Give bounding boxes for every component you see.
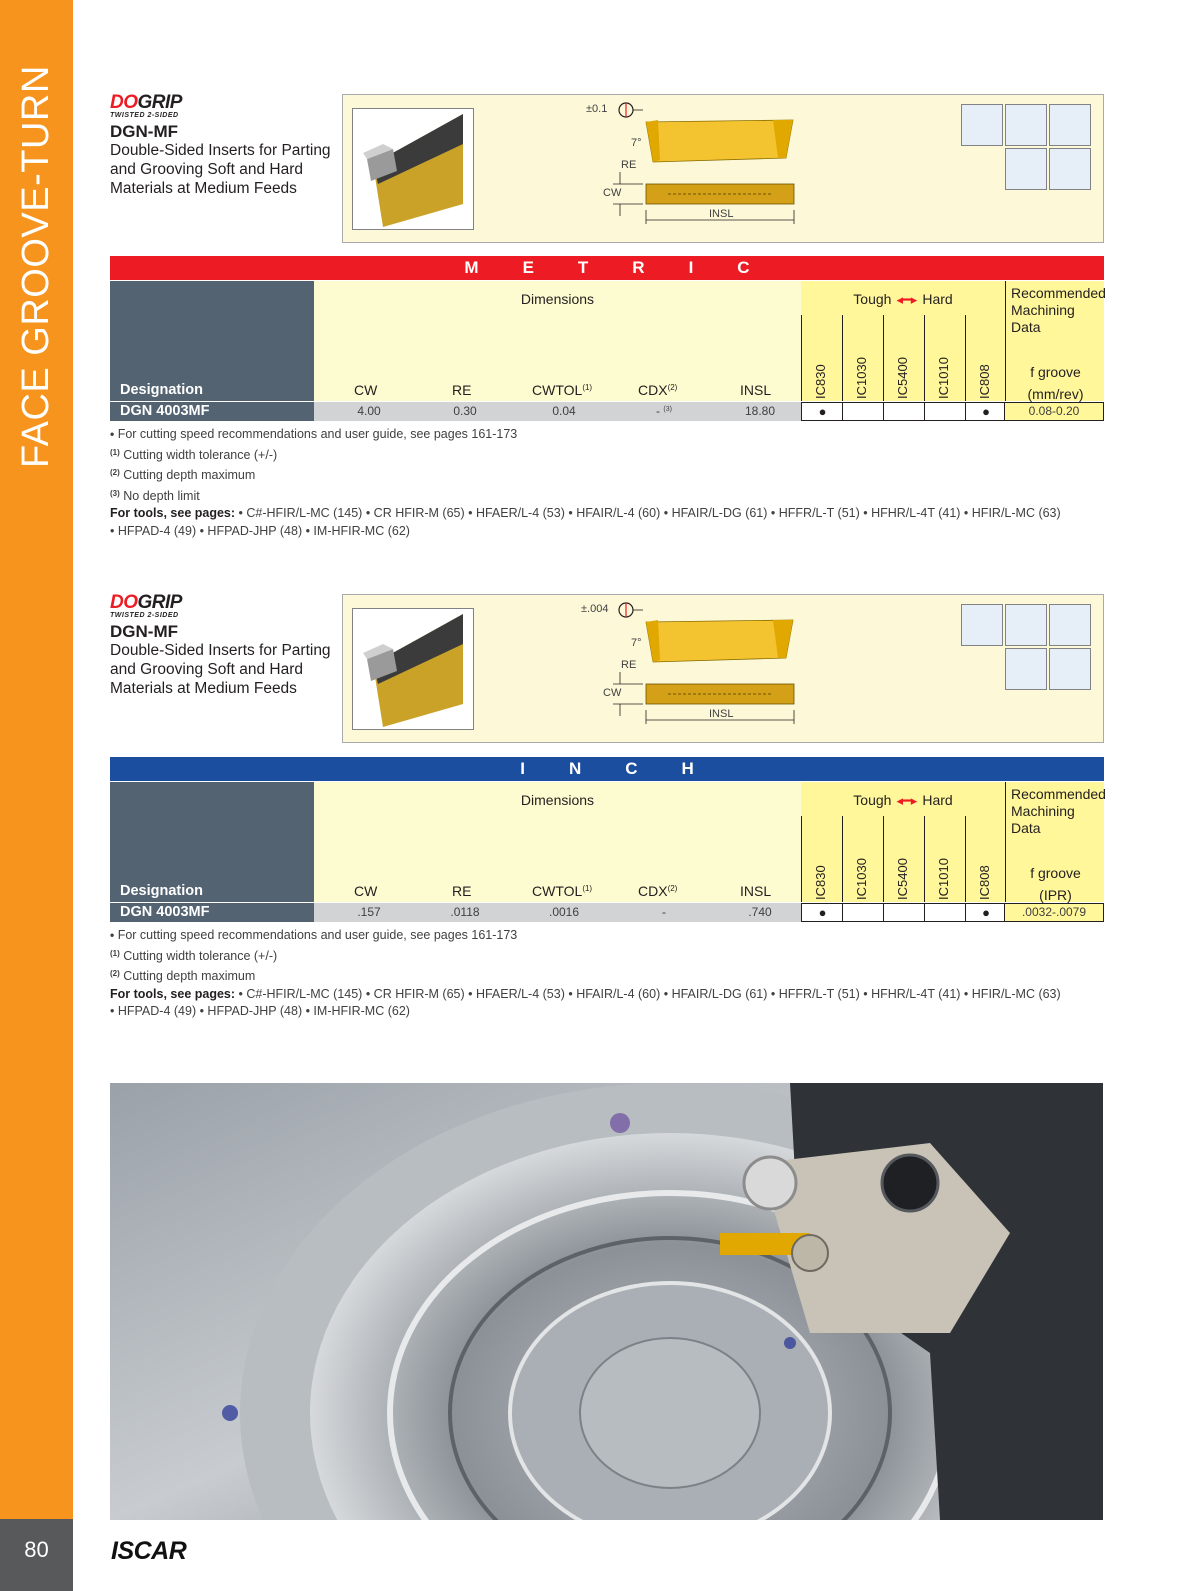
cell-cdx: - $^{(3)}$ bbox=[656, 404, 672, 418]
face-grooving-icon bbox=[1049, 104, 1091, 146]
parting-icon bbox=[961, 604, 1003, 646]
cell-cwtol: .0016 bbox=[548, 905, 580, 919]
profiling-icon bbox=[1049, 148, 1091, 190]
cell-insl: .740 bbox=[748, 905, 772, 919]
grade-ic830: IC830 bbox=[801, 816, 842, 902]
grade-ic808: IC808 bbox=[965, 816, 1006, 902]
page-number: 80 bbox=[24, 1537, 49, 1562]
cell-ic1030 bbox=[842, 403, 883, 420]
re-label: RE bbox=[621, 159, 637, 171]
insl-label: INSL bbox=[709, 208, 734, 220]
designation-header: Designation bbox=[120, 382, 203, 398]
recommended-machining-data-header: Recommended Machining Data f groove (mm/rev) bbox=[1005, 281, 1104, 401]
product-header-inch bbox=[110, 594, 1104, 744]
product-description: Double-Sided Inserts for Parting and Grooving Soft and Hard Materials at Medium Feeds bbox=[110, 642, 331, 697]
table-row bbox=[110, 402, 1104, 421]
insert-drawing-box bbox=[342, 594, 1104, 743]
grade-ic1030: IC1030 bbox=[842, 315, 883, 401]
parting-icon bbox=[961, 104, 1003, 146]
angle-label: 7° bbox=[631, 637, 642, 649]
cell-cw: 4.00 bbox=[357, 404, 381, 418]
cell-insl: 18.80 bbox=[744, 404, 776, 418]
turning-icon bbox=[1005, 648, 1047, 690]
cell-cw: .157 bbox=[357, 905, 381, 919]
product-code: DGN-MF bbox=[110, 622, 178, 641]
tough-hard-scale: Tough ◂━▸ Hard bbox=[853, 291, 953, 307]
cell-re: 0.30 bbox=[453, 404, 477, 418]
cell-ic5400 bbox=[883, 403, 924, 420]
metric-table-header bbox=[110, 281, 1104, 401]
designation-header: Designation bbox=[120, 883, 203, 899]
cell-ic1010 bbox=[924, 904, 965, 921]
col-insl: INSL bbox=[740, 883, 772, 899]
cell-ic1030 bbox=[842, 904, 883, 921]
application-icons bbox=[961, 104, 1092, 192]
tough-hard-scale: Tough ◂━▸ Hard bbox=[853, 792, 953, 808]
col-cdx: CDX$^{(2)}$ bbox=[638, 382, 678, 398]
col-cwtol: CWTOL$^{(1)}$ bbox=[532, 883, 593, 899]
cell-cwtol: 0.04 bbox=[552, 404, 576, 418]
turning-icon bbox=[1005, 148, 1047, 190]
cell-ic5400 bbox=[883, 904, 924, 921]
table-row bbox=[110, 903, 1104, 922]
tolerance-label: ±0.1 bbox=[586, 103, 608, 115]
metric-band: METRIC bbox=[110, 256, 1104, 280]
grade-ic1030: IC1030 bbox=[842, 816, 883, 902]
do-grip-logo: DOGRIP TWISTED 2-SIDED bbox=[110, 92, 182, 119]
angle-label: 7° bbox=[631, 137, 642, 149]
col-cdx: CDX$^{(2)}$ bbox=[638, 883, 678, 899]
grooving-icon bbox=[1005, 104, 1047, 146]
grade-ic5400: IC5400 bbox=[883, 315, 924, 401]
recommended-machining-data-header: Recommended Machining Data f groove (IPR) bbox=[1005, 782, 1104, 902]
cell-cdx: - bbox=[662, 905, 666, 919]
machining-photo bbox=[110, 1083, 1103, 1520]
face-grooving-icon bbox=[1049, 604, 1091, 646]
col-re: RE bbox=[452, 382, 472, 398]
inch-table-header bbox=[110, 782, 1104, 902]
col-cw: CW bbox=[354, 382, 378, 398]
cw-label: CW bbox=[603, 687, 622, 699]
cell-re: .0118 bbox=[450, 905, 480, 919]
brand-logo: ISCAR bbox=[111, 1537, 187, 1565]
col-cw: CW bbox=[354, 883, 378, 899]
grade-ic830: IC830 bbox=[801, 315, 842, 401]
tolerance-label: ±.004 bbox=[581, 603, 609, 615]
insl-label: INSL bbox=[709, 708, 734, 720]
grade-ic5400: IC5400 bbox=[883, 816, 924, 902]
product-code: DGN-MF bbox=[110, 122, 178, 141]
cell-ic830: ● bbox=[818, 404, 827, 419]
application-icons bbox=[961, 604, 1092, 692]
dimensions-header: Dimensions bbox=[520, 792, 595, 808]
inch-band: INCH bbox=[110, 757, 1104, 781]
grade-ic808: IC808 bbox=[965, 315, 1006, 401]
inch-notes: • For cutting speed recommendations and user guide, see pages 161-173 $^{(1)}$ Cutting width tolerance (+/-) $^{(2)}$ Cutting depth maximum For tools, see pages: • C#-HFIR/L-MC (145) • CR HFIR-M (65) • HFAER/L-4 (53) • HFAIR/L-4 (60) • HFAIR/L-DG (61) • HFFR/L-T (51) • HFHR/L-4T (41) • HFIR/L-MC (63) • HFPAD-4 (49) • HFPAD-JHP (48) • IM-HFIR-MC (62) bbox=[110, 928, 1061, 1018]
insert-photo bbox=[352, 608, 474, 730]
grooving-icon bbox=[1005, 604, 1047, 646]
grade-ic1010: IC1010 bbox=[924, 315, 965, 401]
cell-f-groove: .0032-.0079 bbox=[1005, 903, 1104, 922]
cell-ic830: ● bbox=[818, 905, 827, 920]
profiling-icon bbox=[1049, 648, 1091, 690]
row-designation: DGN 4003MF bbox=[110, 402, 314, 421]
product-description: Double-Sided Inserts for Parting and Grooving Soft and Hard Materials at Medium Feeds bbox=[110, 142, 331, 197]
col-re: RE bbox=[452, 883, 472, 899]
insert-drawing-box bbox=[342, 94, 1104, 243]
insert-photo bbox=[352, 108, 474, 230]
cell-ic808: ● bbox=[965, 403, 1006, 420]
cell-f-groove: 0.08-0.20 bbox=[1005, 402, 1104, 421]
col-insl: INSL bbox=[740, 382, 772, 398]
cell-ic808: ● bbox=[965, 904, 1006, 921]
cell-ic1010 bbox=[924, 403, 965, 420]
section-side-title: FACE GROOVE-TURN bbox=[15, 65, 57, 468]
grade-ic1010: IC1010 bbox=[924, 816, 965, 902]
metric-notes: • For cutting speed recommendations and user guide, see pages 161-173 $^{(1)}$ Cutting width tolerance (+/-) $^{(2)}$ Cutting depth maximum $^{(3)}$ No depth limit For tools, see pages: • C#-HFIR/L-MC (145) • CR HFIR-M (65) • HFAER/L-4 (53) • HFAIR/L-4 (60) • HFAIR/L-DG (61) • HFFR/L-T (51) • HFHR/L-4T (41) • HFIR/L-MC (63) • HFPAD-4 (49) • HFPAD-JHP (48) • IM-HFIR-MC (62) bbox=[110, 427, 1061, 538]
product-header-metric bbox=[110, 94, 1104, 244]
row-designation: DGN 4003MF bbox=[110, 903, 314, 922]
dimensions-header: Dimensions bbox=[520, 291, 595, 307]
re-label: RE bbox=[621, 659, 637, 671]
cw-label: CW bbox=[603, 187, 622, 199]
col-cwtol: CWTOL$^{(1)}$ bbox=[532, 382, 593, 398]
do-grip-logo: DOGRIP TWISTED 2-SIDED bbox=[110, 592, 182, 619]
